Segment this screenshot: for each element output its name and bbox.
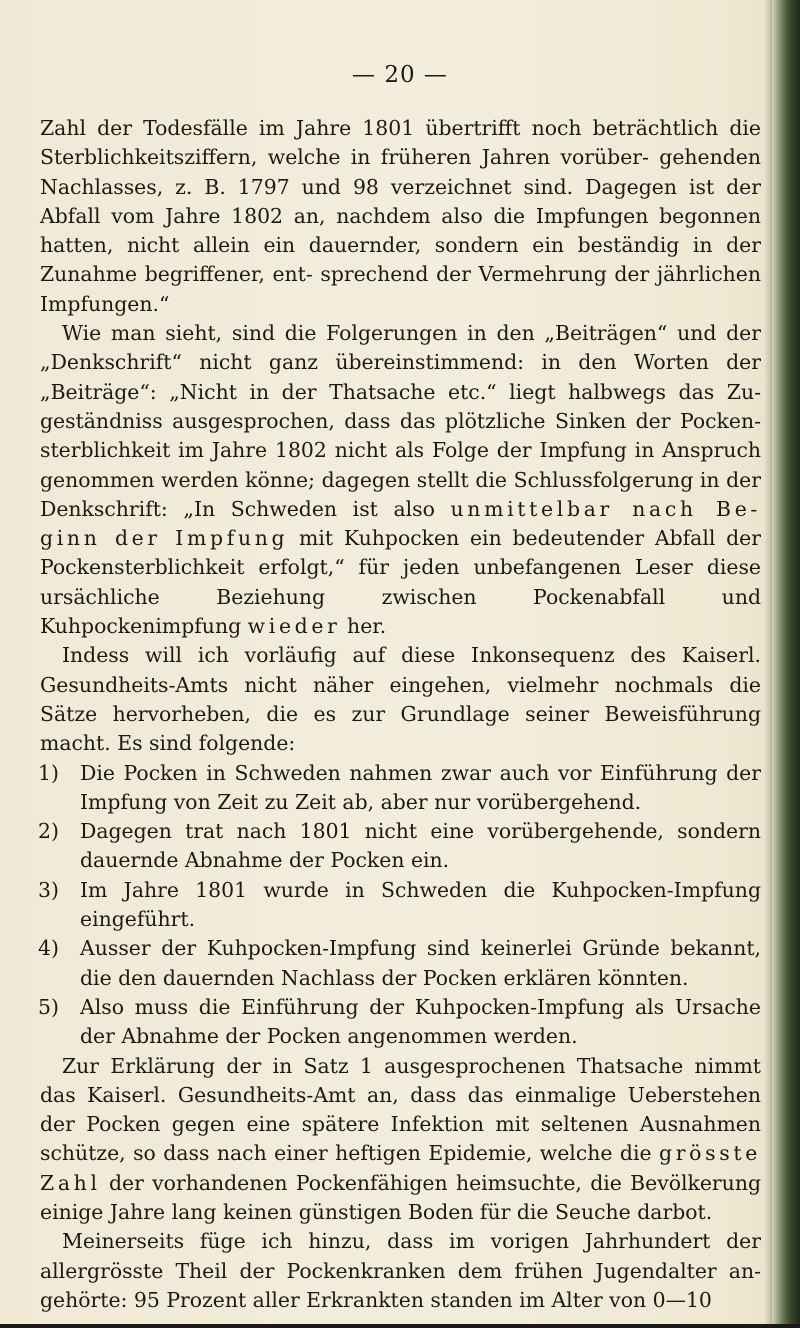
text-run: Zur Erklärung der in Satz 1 ausgesprochenen Thatsache nimmt das Kaiserl. Gesundheits-Amt an, dass das einmalige Ueberstehen der Pocken gegen eine spätere Infektion mit seltenen Ausnahmen schütze, so dass nach einer heftigen Epidemie, welche die	[40, 1053, 761, 1166]
page-number: — 20 —	[352, 62, 448, 88]
paragraph	[40, 1227, 761, 1315]
paragraph	[40, 641, 761, 758]
list-item	[40, 993, 761, 1052]
paragraph	[40, 1052, 761, 1228]
text-run: her.	[340, 614, 387, 639]
paragraph	[40, 114, 761, 319]
text-run: Zahl der Todesfälle im Jahre 1801 übertrifft noch beträchtlich die Sterblichkeitsziffern, welche in früheren Jahren vorüber- gehenden Nachlasses, z. B. 1797 und 98 verzeichnet sind. Dagegen ist der Abfall vom Jahre 1802 an, nachdem also die Impfungen begonnen hatten, nicht allein ein dauernder, sondern ein beständig in der Zunahme begriffener, ent- sprechend der Vermehrung der jährlichen Impfungen.“	[40, 116, 761, 316]
book-spine-edge	[770, 0, 800, 1328]
list-item	[40, 876, 761, 935]
list-item-text: Dagegen trat nach 1801 nicht eine vorübergehende, sondern dauernde Abnahme der Pocken ein.	[80, 819, 761, 873]
body-text	[40, 114, 761, 1315]
emphasized-text: grösste Zahl	[40, 1141, 761, 1195]
text-run: Wie man sieht, sind die Folgerungen in den „Beiträgen“ und der „Denkschrift“ nicht ganz übereinstimmend: in den Worten der „Beiträge“: „Nicht in der Thatsache etc.“ liegt halbwegs das Zu- geständniss ausgesprochen, dass das plötzliche Sinken der Pocken- sterblichkeit im Jahre 1802 nicht als Folge der Impfung in Anspruch genommen werden könne; dagegen stellt die Schlussfolgerung in der Denkschrift: „In Schweden ist also	[40, 321, 761, 521]
scan-bottom-border	[0, 1324, 800, 1328]
numbered-list	[40, 759, 761, 1052]
list-item-text: Im Jahre 1801 wurde in Schweden die Kuhpocken-Impfung eingeführt.	[80, 877, 761, 932]
emphasized-text: wieder	[247, 614, 341, 639]
list-item-number: 3)	[38, 877, 59, 902]
text-run: Indess will ich vorläufig auf diese Inkonsequenz des Kaiserl. Gesundheits-Amts nicht näher eingehen, vielmehr nochmals die Sätze hervorheben, die es zur Grundlage seiner Beweisführung macht. Es sind folgende:	[40, 643, 761, 756]
list-item-text: Ausser der Kuhpocken-Impfung sind keinerlei Gründe bekannt, die den dauernden Nachlass der Pocken erklären könnten.	[80, 936, 761, 990]
text-run: der vorhandenen Pockenfähigen heimsuchte, die Bevölkerung einige Jahre lang keinen günstigen Boden für die Seuche darbot.	[40, 1170, 761, 1224]
list-item-number: 5)	[38, 994, 59, 1019]
list-item-text: Die Pocken in Schweden nahmen zwar auch vor Einführung der Impfung von Zeit zu Zeit ab, aber nur vorübergehend.	[80, 760, 761, 814]
list-item	[40, 817, 761, 876]
list-item-number: 2)	[38, 819, 59, 844]
list-item-number: 1)	[38, 760, 59, 785]
list-item-number: 4)	[38, 936, 59, 961]
list-item	[40, 759, 761, 818]
list-item	[40, 934, 761, 993]
emphasized-text: unmittelbar nach Be- ginn der Impfung	[40, 496, 761, 551]
text-run: mit Kuhpocken ein bedeutender Abfall der Pockensterblichkeit erfolgt,“ für jeden unbefangenen Leser diese ursächliche Beziehung zwischen Pockenabfall und Kuhpockenimpfung	[40, 526, 762, 639]
paragraph	[40, 319, 761, 641]
text-run: Meinerseits füge ich hinzu, dass im vorigen Jahrhundert der allergrösste Theil der Pockenkranken dem frühen Jugendalter an- gehörte: 95 Prozent aller Erkrankten standen im Alter von 0—10	[40, 1229, 761, 1312]
list-item-text: Also muss die Einführung der Kuhpocken-Impfung als Ursache der Abnahme der Pocken angenommen werden.	[80, 994, 761, 1049]
